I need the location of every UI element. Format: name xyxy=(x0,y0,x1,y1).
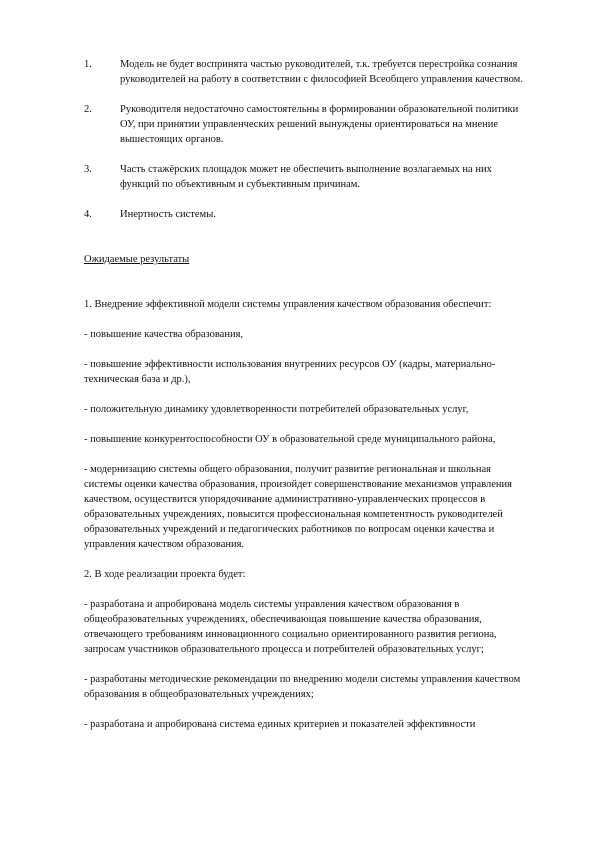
section1-item: - повышение конкурентоспособности ОУ в образовательной среде муниципального района, xyxy=(84,434,496,445)
section2-item: - разработаны методические рекомендации по внедрению модели системы управления качеством образования в общеобразовательных учреждениях; xyxy=(84,674,521,700)
risk-number: 1. xyxy=(84,59,92,70)
section1-item: - повышение эффективности использования внутренних ресурсов ОУ (кадры, материально-техническая база и др.), xyxy=(84,359,496,385)
section2-intro: 2. В ходе реализации проекта будет: xyxy=(84,569,246,580)
risk-text: Модель не будет воспринята частью руководителей, т.к. требуется перестройка сознания руководителей на работу в соответствии с философией Всеобщего управления качеством. xyxy=(120,59,523,85)
risk-item-4 xyxy=(84,207,524,222)
section1-item: - положительную динамику удовлетворенности потребителей образовательных услуг, xyxy=(84,404,469,415)
expected-results-heading: Ожидаемые результаты xyxy=(84,254,190,265)
risk-number: 2. xyxy=(84,104,92,115)
risk-item-2 xyxy=(84,102,524,147)
risk-item-3 xyxy=(84,162,524,192)
section1-intro: 1. Внедрение эффективной модели системы управления качеством образования обеспечит: xyxy=(84,299,492,310)
section2-item: - разработана и апробирована модель системы управления качеством образования в общеобразовательных учреждениях, обеспечивающая повышение качества образования, отвечающего требованиям инновационного социально ориентированного развития региона, запросам участников образовательного процесса и потребителей образовательных услуг; xyxy=(84,599,497,655)
risk-number: 3. xyxy=(84,164,92,175)
risk-text: Руководителя недостаточно самостоятельны в формировании образовательной политики ОУ, при принятии управленческих решений вынуждены ориентироваться на мнение вышестоящих органов. xyxy=(120,104,519,145)
risk-item-1 xyxy=(84,57,524,87)
section1-item: - повышение качества образования, xyxy=(84,329,244,340)
risk-text: Часть стажёрских площадок может не обеспечить выполнение возлагаемых на них функций по объективным и субъективным причинам. xyxy=(120,164,492,190)
section2-item: - разработана и апробирована система единых критериев и показателей эффективности xyxy=(84,719,476,730)
section1-item: - модернизацию системы общего образования, получит развитие региональная и школьная системы оценки качества образования, произойдет совершенствование механизмов управления качеством, осуществится упорядочивание административно-управленческих процессов в образовательных учреждениях, повысится профессиональная компетентность руководителей образовательных учреждений и педагогических работников по вопросам оценки качества и управления качеством образования. xyxy=(84,464,512,550)
risk-text: Инертность системы. xyxy=(120,209,216,220)
document-page xyxy=(84,57,524,732)
risk-number: 4. xyxy=(84,209,92,220)
